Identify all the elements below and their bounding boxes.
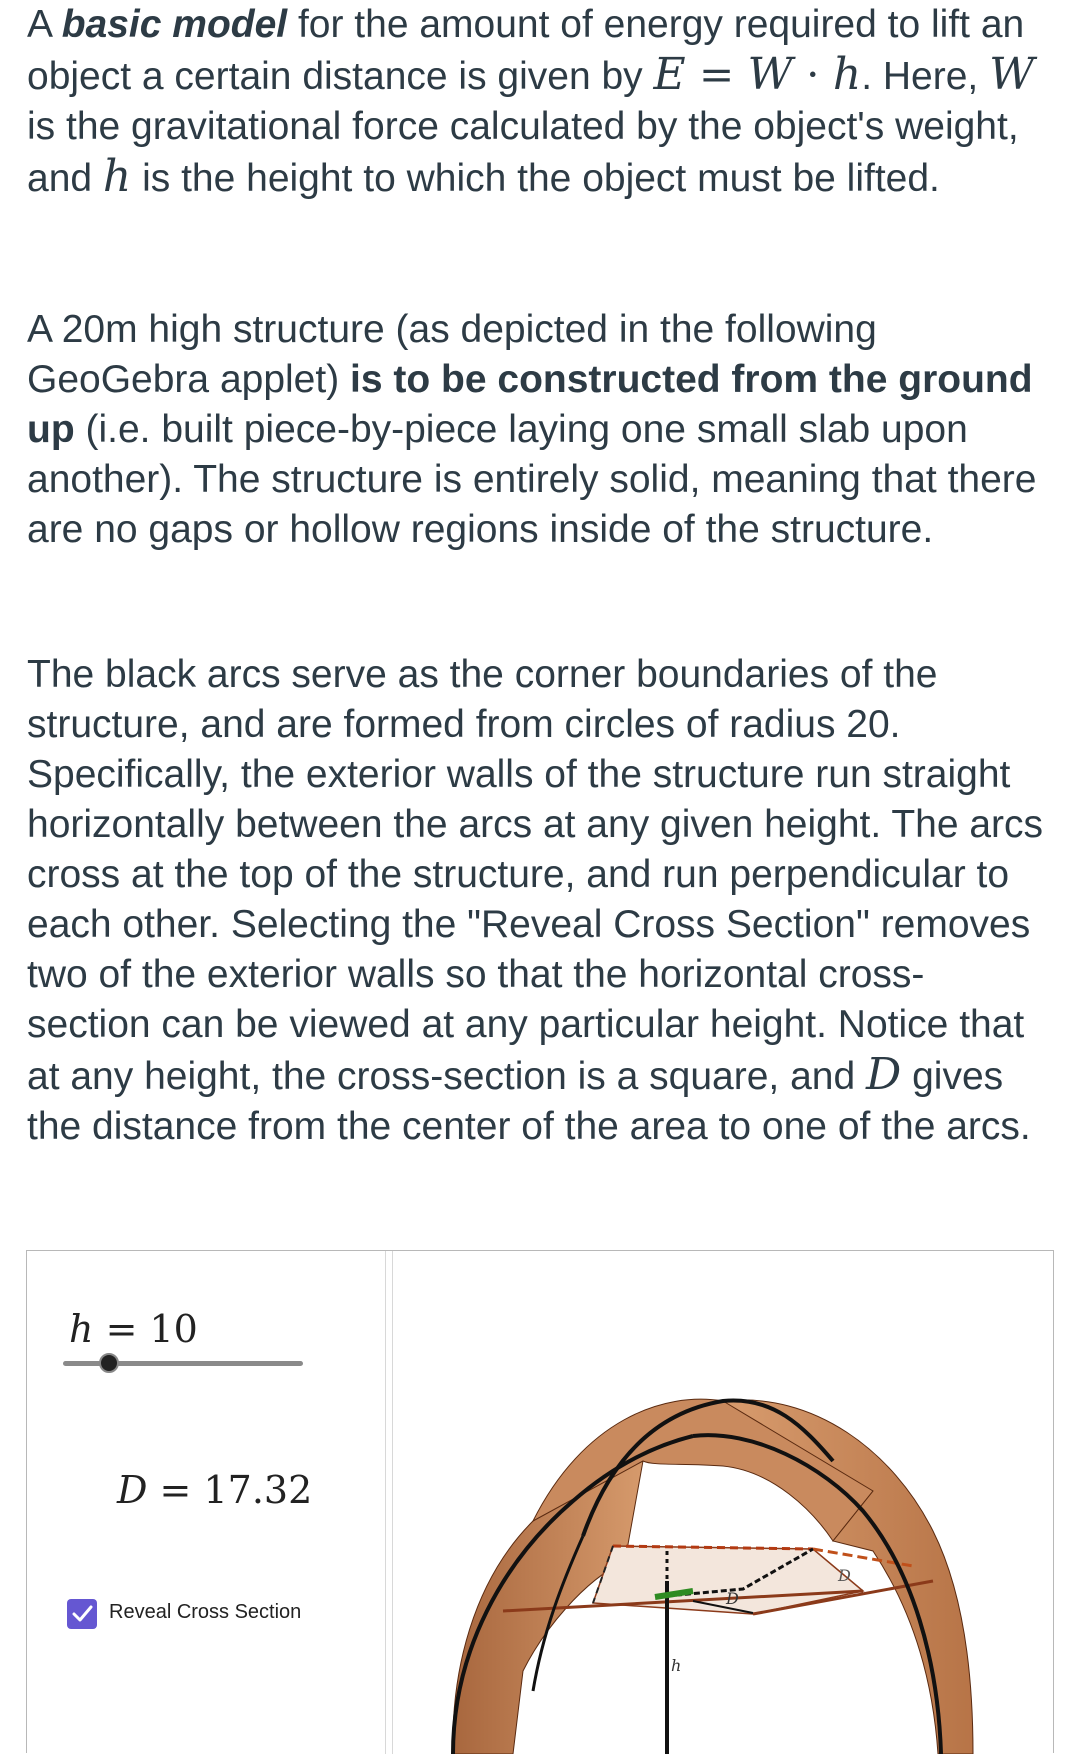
structure-3d-drawing xyxy=(393,1251,1055,1754)
d-label-edge: D xyxy=(838,1566,851,1585)
structure-paragraph: A 20m high structure (as depicted in the following GeoGebra applet) is to be constructed from the ground up (i.e. built piece-by-piece laying one small slab upon another). The structure is entirely solid, meaning that there are no gaps or hollow regions inside of the structure. xyxy=(27,308,1037,551)
d-value: 17.32 xyxy=(203,1468,313,1512)
h-value: 10 xyxy=(149,1307,198,1351)
algebra-view xyxy=(27,1251,386,1754)
geogebra-applet[interactable] xyxy=(26,1250,1054,1753)
d-value-row: D = 17.32 xyxy=(117,1468,313,1512)
reveal-cross-section-checkbox[interactable] xyxy=(67,1599,97,1629)
arcs-paragraph: The black arcs serve as the corner boundaries of the structure, and are formed from circles of radius 20. Specifically, the exterior walls of the structure run straight horizontally between the arcs at any given height. The arcs cross at the top of the structure, and run perpendicular to each other. Selecting the "Reveal Cross Section" removes two of the exterior walls so that the horizontal cross-section can be viewed at any particular height. Notice that at any height, the cross-section is a square, and D gives the distance from the center of the area to one of the arcs. xyxy=(27,653,1044,1148)
intro-paragraph: A basic model for the amount of energy required to lift an object a certain distance is given by E = W · h. Here, W is the gravitational force calculated by the object's weight, and h is the height to which the object must be lifted. xyxy=(27,3,1035,202)
distance-variable: D xyxy=(865,1049,902,1100)
checkmark-icon xyxy=(71,1603,93,1625)
h-slider-thumb[interactable] xyxy=(99,1353,119,1373)
energy-formula: E = W · h xyxy=(653,49,862,100)
h-axis-label: h xyxy=(671,1656,682,1675)
h-value-row: h = 10 xyxy=(69,1307,198,1351)
reveal-cross-section-label[interactable]: Reveal Cross Section xyxy=(109,1601,302,1623)
height-variable: h xyxy=(102,151,132,202)
basic-model-text: basic model xyxy=(61,3,288,46)
weight-variable: W xyxy=(989,49,1035,100)
construction-bold-text: is to be constructed from the ground up xyxy=(27,358,1033,451)
graphics-3d-view[interactable] xyxy=(392,1251,1055,1754)
d-label-center: D xyxy=(726,1589,739,1608)
